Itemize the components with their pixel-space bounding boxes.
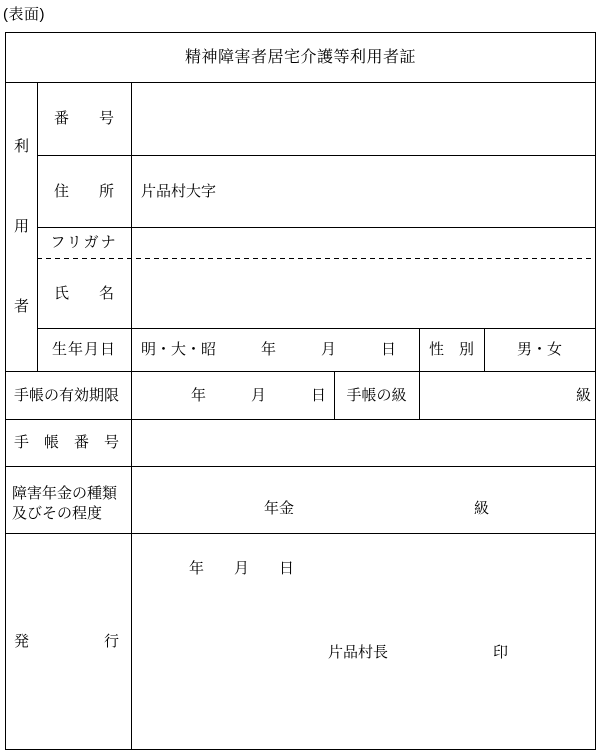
issuance-issuer-line: 片品村長 印	[328, 644, 509, 661]
handbook-number-label: 手 帳 番 号	[14, 434, 120, 451]
pension-label-line1: 障害年金の種類	[12, 484, 118, 502]
handbook-grade-value-cell: 級	[575, 386, 591, 404]
user-vertical-label	[6, 82, 37, 371]
pension-value-cell: 年金 級	[264, 500, 490, 517]
side-label: (表面)	[3, 6, 45, 23]
pension-label-line2: 及びその程度	[12, 504, 103, 522]
sex-label: 性 別	[428, 341, 474, 358]
pension-label	[6, 466, 131, 533]
birthdate-label: 生年月日	[51, 341, 116, 358]
form-table	[5, 32, 596, 750]
handbook-number-value-cell	[131, 419, 595, 466]
furigana-label: フリガナ	[50, 234, 118, 251]
user-vertical-char: 用	[13, 218, 29, 235]
number-value-cell	[131, 82, 595, 155]
issuance-date-line: 年 月 日	[189, 560, 295, 577]
address-value-cell: 片品村大字	[141, 182, 217, 200]
birthdate-value-cell: 明・大・昭 年 月 日	[141, 341, 397, 358]
user-vertical-char: 者	[13, 298, 29, 315]
handbook-expiry-label: 手帳の有効期限	[14, 386, 120, 404]
name-label: 氏 名	[53, 284, 114, 302]
handbook-expiry-value-cell: 年 月 日	[190, 386, 326, 404]
furigana-value-cell	[131, 227, 595, 258]
issuance-label: 発 行	[14, 632, 120, 650]
name-value-cell	[131, 258, 595, 328]
number-label: 番 号	[53, 110, 114, 127]
sex-value-cell: 男・女	[516, 341, 562, 358]
handbook-grade-label: 手帳の級	[346, 386, 407, 404]
user-vertical-char: 利	[13, 138, 29, 155]
form-title: 精神障害者居宅介護等利用者証	[184, 49, 416, 66]
address-label: 住 所	[53, 182, 114, 200]
